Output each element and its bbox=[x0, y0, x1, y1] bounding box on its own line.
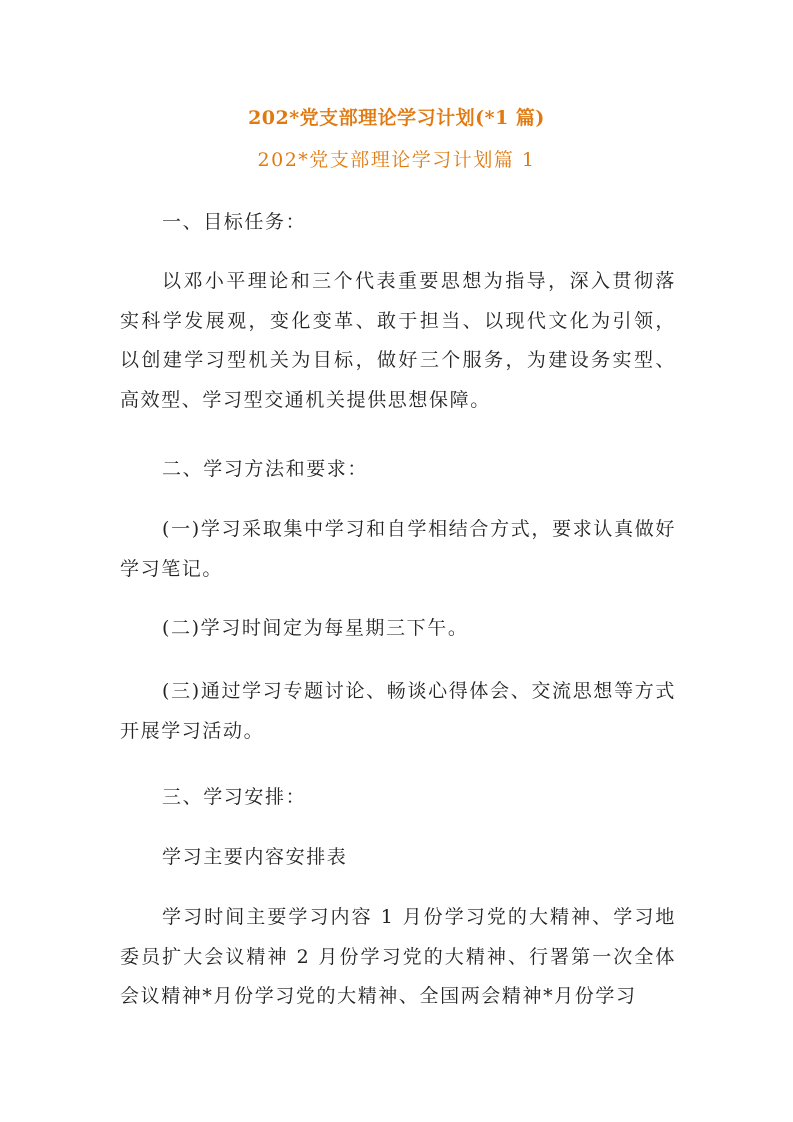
schedule-paragraph: 学习时间主要学习内容 1 月份学习党的大精神、学习地委员扩大会议精神 2 月份学习党的大精神、行署第一次全体会议精神*月份学习党的大精神、全国两会精神*月份学习 bbox=[120, 906, 676, 1007]
goal-paragraph: 以邓小平理论和三个代表重要思想为指导，深入贯彻落实科学发展观，变化变革、敢于担当、以现代文化为引领，以创建学习型机关为目标，做好三个服务，为建设务实型、高效型、学习型交通机关提供思想保障。 bbox=[120, 270, 676, 411]
section-heading-method: 二、学习方法和要求： bbox=[162, 458, 369, 480]
document-subtitle: 202*党支部理论学习计划篇 1 bbox=[257, 149, 536, 171]
method-paragraph-2: (二)学习时间定为每星期三下午。 bbox=[162, 617, 469, 639]
schedule-table-title: 学习主要内容安排表 bbox=[162, 846, 348, 868]
method-paragraph-1: (一)学习采取集中学习和自学相结合方式，要求认真做好学习笔记。 bbox=[120, 518, 676, 580]
section-heading-arrangement: 三、学习安排： bbox=[162, 786, 307, 808]
document-title: 202*党支部理论学习计划(*1 篇) bbox=[248, 107, 545, 129]
method-paragraph-3: (三)通过学习专题讨论、畅谈心得体会、交流思想等方式开展学习活动。 bbox=[120, 680, 676, 742]
section-heading-goal: 一、目标任务： bbox=[162, 211, 307, 233]
